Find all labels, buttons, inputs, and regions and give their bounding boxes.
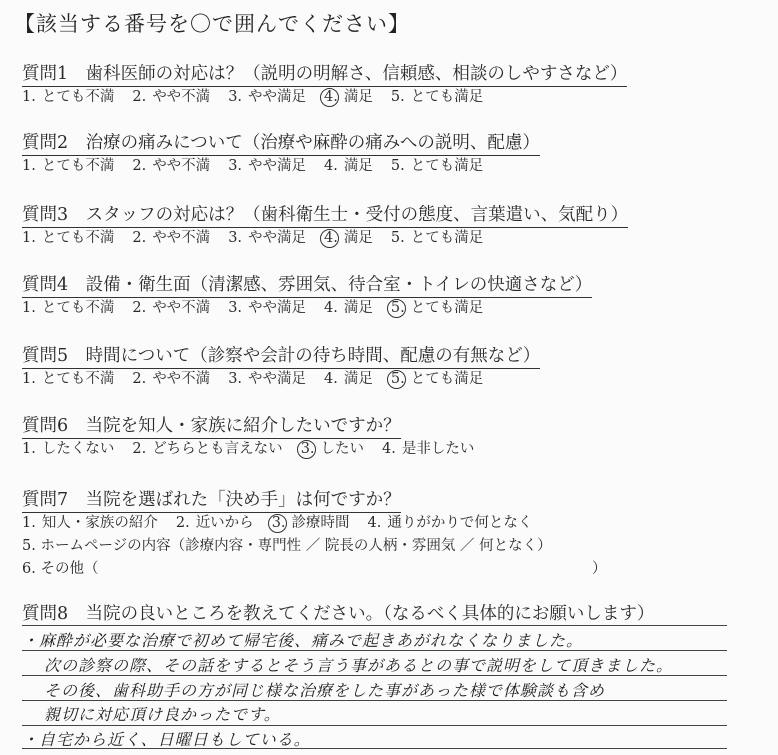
- question-7-option-2[interactable]: [176, 511, 254, 532]
- option-label: とても不満: [41, 300, 115, 316]
- option-number: 2.: [132, 441, 147, 457]
- option-label: とても不満: [41, 89, 115, 105]
- option-number: 5.: [390, 158, 405, 174]
- option-number: 4.: [324, 89, 338, 105]
- option-number: 4.: [382, 441, 396, 457]
- option-1[interactable]: [22, 85, 114, 106]
- option-2[interactable]: [132, 296, 210, 317]
- option-number: 2.: [175, 515, 190, 531]
- option-2[interactable]: [132, 437, 282, 458]
- option-number: 1.: [22, 300, 36, 316]
- option-number: 1.: [22, 89, 36, 105]
- option-4[interactable]: [324, 85, 373, 106]
- question-5-options: [22, 367, 501, 388]
- option-4[interactable]: [324, 154, 373, 175]
- option-1[interactable]: [22, 154, 114, 175]
- option-1[interactable]: [22, 437, 114, 458]
- option-label: 満足: [343, 89, 373, 105]
- option-label: 通りがかりで何となく: [387, 515, 533, 531]
- option-label: 満足: [343, 230, 373, 246]
- question-7-option-5: 5. ホームページの内容（診療内容・専門性 ／ 院長の人柄・雰囲気 ／ 何となく）: [22, 538, 552, 554]
- option-1[interactable]: [22, 226, 114, 247]
- option-number: 5.: [390, 89, 405, 105]
- option-label: 是非したい: [401, 441, 475, 457]
- option-3[interactable]: [228, 296, 306, 317]
- option-number: 5.: [390, 230, 405, 246]
- question-4-heading: 質問4 設備・衛生面（清潔感、雰囲気、待合室・トイレの快適さなど）: [22, 271, 592, 298]
- option-label: とても満足: [410, 158, 484, 174]
- option-number: 4.: [324, 230, 338, 246]
- question-4-options: [22, 296, 501, 317]
- option-4[interactable]: [324, 296, 373, 317]
- option-1[interactable]: [22, 296, 114, 317]
- option-label: とても満足: [410, 230, 484, 246]
- question-3-options: [22, 226, 501, 247]
- option-number: 1.: [22, 515, 36, 531]
- option-label: やや不満: [152, 158, 211, 174]
- option-label: とても満足: [410, 300, 484, 316]
- option-number: 4.: [367, 515, 382, 531]
- option-4[interactable]: [382, 437, 474, 458]
- option-label: とても不満: [41, 371, 115, 387]
- question-6-heading: 質問6 当院を知人・家族に紹介したいですか？: [22, 412, 401, 439]
- question-1-heading: 質問1 歯科医師の対応は？（説明の明解さ、信頼感、相談のしやすさなど）: [22, 60, 627, 87]
- ruled-line: [22, 625, 727, 626]
- option-4[interactable]: [324, 367, 373, 388]
- option-label: したくない: [41, 441, 115, 457]
- option-number: 1.: [22, 158, 36, 174]
- option-number: 3.: [300, 441, 315, 457]
- option-number: 2.: [132, 230, 147, 246]
- question-7-option-4[interactable]: [368, 511, 533, 532]
- option-4[interactable]: [324, 226, 373, 247]
- option-number: 2.: [132, 300, 147, 316]
- option-5[interactable]: [391, 296, 483, 317]
- question-7-option-6-close: ）: [592, 561, 607, 577]
- option-number: 4.: [324, 300, 338, 316]
- option-label: やや満足: [248, 371, 307, 387]
- question-7-option-6-label: 6. その他（: [22, 561, 99, 577]
- question-7-options-line1: [22, 511, 550, 532]
- option-label: やや満足: [248, 230, 307, 246]
- option-number: 3.: [228, 300, 243, 316]
- handwritten-line: 次の診察の際、その話をするとそう言う事があるとの事で説明をして頂きました。: [44, 656, 674, 675]
- option-label: やや不満: [152, 89, 211, 105]
- option-label: とても不満: [41, 230, 115, 246]
- option-5[interactable]: [391, 85, 483, 106]
- option-1[interactable]: [22, 367, 114, 388]
- option-number: 2.: [132, 158, 147, 174]
- option-3[interactable]: [228, 154, 306, 175]
- option-number: 5.: [390, 371, 405, 387]
- option-label: とても満足: [410, 371, 484, 387]
- option-label: やや不満: [152, 371, 211, 387]
- option-5[interactable]: [391, 154, 483, 175]
- option-5[interactable]: [391, 367, 483, 388]
- option-label: やや満足: [248, 300, 307, 316]
- option-label: 知人・家族の紹介: [41, 515, 158, 531]
- option-number: 1.: [22, 230, 36, 246]
- question-2-heading: 質問2 治療の痛みについて（治療や麻酔の痛みへの説明、配慮）: [22, 129, 540, 156]
- option-label: 診療時間: [291, 515, 350, 531]
- option-2[interactable]: [132, 154, 210, 175]
- option-number: 4.: [324, 158, 338, 174]
- option-number: 3.: [271, 515, 286, 531]
- option-label: とても満足: [410, 89, 484, 105]
- question-7-option-6: [22, 557, 607, 578]
- option-label: やや不満: [152, 230, 211, 246]
- option-3[interactable]: [228, 367, 306, 388]
- option-2[interactable]: [132, 367, 210, 388]
- option-number: 4.: [324, 371, 338, 387]
- handwritten-line: その後、歯科助手の方が同じ様な治療をした事があった様で体験談も含め: [44, 681, 605, 700]
- question-8-heading: 質問8 当院の良いところを教えてください。（なるべく具体的にお願いします）: [22, 604, 655, 624]
- question-7-heading: 質問7 当院を選ばれた「決め手」は何ですか？: [22, 486, 401, 513]
- handwritten-line: 親切に対応頂け良かったです。: [44, 705, 281, 724]
- ruled-line: [22, 725, 727, 726]
- option-label: 満足: [343, 158, 373, 174]
- option-label: とても不満: [41, 158, 115, 174]
- option-label: やや不満: [152, 300, 211, 316]
- option-number: 3.: [228, 371, 243, 387]
- option-3[interactable]: [301, 437, 364, 458]
- handwritten-line: ・麻酔が必要な治療で初めて帰宅後、痛みで起きあがれなくなりました。: [22, 631, 584, 650]
- option-label: したい: [320, 441, 365, 457]
- option-number: 1.: [22, 441, 36, 457]
- option-2[interactable]: [132, 226, 210, 247]
- option-label: やや満足: [248, 89, 307, 105]
- option-number: 3.: [228, 158, 243, 174]
- question-7-option-3[interactable]: [272, 511, 350, 532]
- option-number: 3.: [228, 230, 243, 246]
- option-label: 近いから: [195, 515, 254, 531]
- option-label: 満足: [343, 371, 373, 387]
- question-6-options: [22, 437, 492, 458]
- question-2-options: [22, 154, 501, 175]
- question-7-option-1[interactable]: [22, 511, 158, 532]
- option-label: 満足: [343, 300, 373, 316]
- option-3[interactable]: [228, 226, 306, 247]
- question-1-options: [22, 85, 501, 106]
- option-label: やや満足: [248, 158, 307, 174]
- option-5[interactable]: [391, 226, 483, 247]
- question-3-heading: 質問3 スタッフの対応は？（歯科衛生士・受付の態度、言葉遣い、気配り）: [22, 201, 628, 228]
- option-number: 2.: [132, 371, 147, 387]
- page-title: 【該当する番号を〇で囲んでください】: [14, 12, 410, 36]
- handwritten-line: ・自宅から近く、日曜日もしている。: [22, 730, 311, 749]
- option-number: 3.: [228, 89, 243, 105]
- option-label: どちらとも言えない: [152, 441, 283, 457]
- option-2[interactable]: [132, 85, 210, 106]
- option-number: 5.: [390, 300, 405, 316]
- option-number: 1.: [22, 371, 36, 387]
- question-5-heading: 質問5 時間について（診察や会計の待ち時間、配慮の有無など）: [22, 342, 540, 369]
- option-3[interactable]: [228, 85, 306, 106]
- option-number: 2.: [132, 89, 147, 105]
